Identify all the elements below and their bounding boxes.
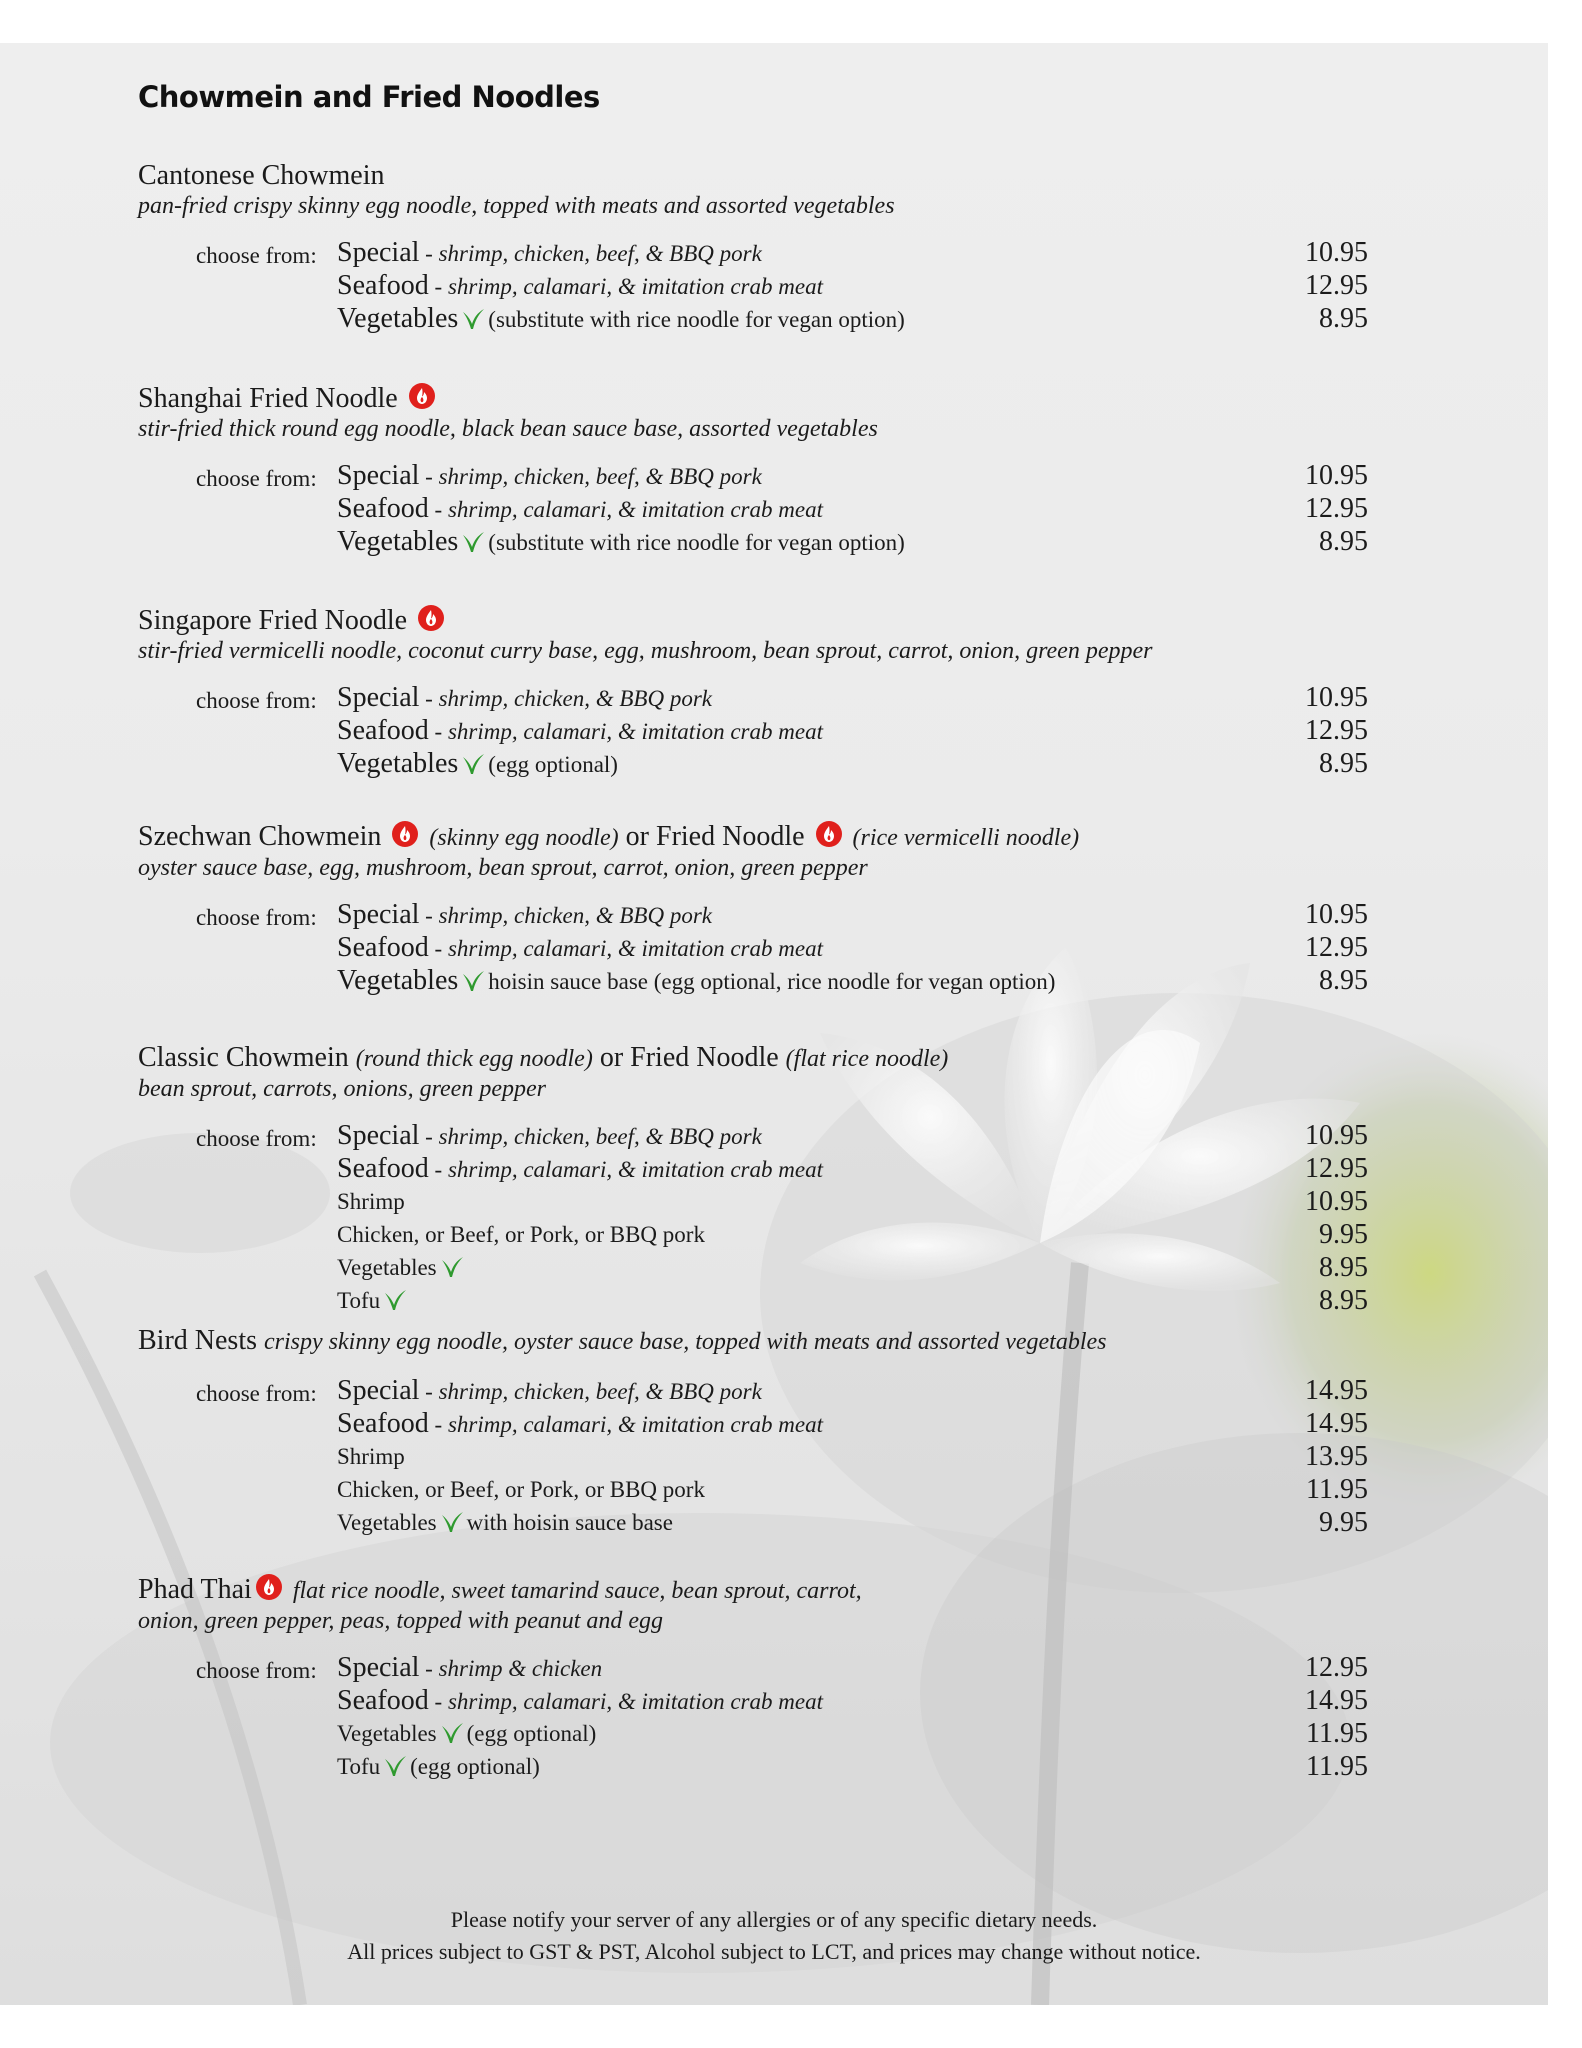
menu-item-row: [138, 1286, 1368, 1319]
menu-item-row: [138, 749, 1368, 782]
item-name: Special: [337, 682, 420, 713]
vegetarian-leaf-icon: [440, 1721, 464, 1745]
item-name: Seafood: [337, 1685, 429, 1716]
menu-item-row: [138, 1752, 1368, 1785]
item-name: Vegetables: [337, 526, 459, 557]
item-price: 9.95: [1319, 1219, 1368, 1250]
vegetarian-leaf-icon: [461, 752, 485, 776]
section-title: Bird Nests: [138, 1325, 257, 1356]
item-separator: -: [419, 464, 439, 489]
item-price: 12.95: [1305, 493, 1368, 524]
menu-item-name: [337, 749, 618, 780]
choose-from-label: choose from:: [196, 466, 317, 491]
vegetarian-leaf-icon: [461, 530, 485, 554]
item-name: Seafood: [337, 715, 429, 746]
item-separator: -: [419, 686, 439, 711]
section-title-line: [138, 160, 1368, 192]
menu-item-row: [138, 1686, 1368, 1719]
menu-section: [138, 604, 1368, 782]
spicy-fire-icon: [408, 382, 436, 410]
item-price: 11.95: [1306, 1474, 1368, 1505]
item-name: Vegetables: [337, 1510, 437, 1535]
section-spacer: [138, 665, 1368, 683]
item-name: Chicken, or Beef, or Pork, or BBQ pork: [337, 1222, 705, 1247]
title-or: or Fried Noodle: [592, 1042, 786, 1073]
item-detail: shrimp & chicken: [438, 1656, 603, 1681]
item-price: 8.95: [1319, 303, 1368, 334]
item-price: 14.95: [1305, 1408, 1368, 1439]
item-separator: -: [419, 1379, 439, 1404]
menu-heading: Chowmein and Fried Noodles: [138, 80, 600, 114]
menu-item-row: [138, 527, 1368, 560]
item-price: 12.95: [1305, 1153, 1368, 1184]
section-description: bean sprout, carrots, onions, green pepper: [138, 1076, 546, 1102]
item-detail: shrimp, calamari, & imitation crab meat: [447, 1412, 823, 1437]
menu-item-name: [337, 1154, 823, 1185]
item-price: 9.95: [1319, 1507, 1368, 1538]
item-note: (egg optional): [466, 1721, 597, 1746]
title-or: or Fried Noodle: [618, 821, 805, 852]
item-price: 10.95: [1305, 237, 1368, 268]
menu-item-row: [138, 1719, 1368, 1752]
menu-item-name: [337, 1653, 602, 1684]
item-price: 10.95: [1305, 1120, 1368, 1151]
menu-item-name: [337, 1121, 762, 1152]
section-description: stir-fried vermicelli noodle, coconut curry base, egg, mushroom, bean sprout, carrot, onion, green pepper: [138, 638, 1153, 664]
menu-item-row: [138, 1253, 1368, 1286]
menu-section: [138, 820, 1368, 999]
item-note: (egg optional): [410, 1754, 540, 1779]
item-detail: shrimp, chicken, & BBQ pork: [438, 903, 712, 928]
choose-from-label: choose from:: [196, 905, 317, 930]
spicy-fire-icon: [391, 820, 419, 848]
item-price: 8.95: [1319, 748, 1368, 779]
menu-section: [138, 382, 1368, 560]
item-price: 10.95: [1305, 899, 1368, 930]
item-price: 13.95: [1305, 1441, 1368, 1472]
section-spacer: [138, 882, 1368, 900]
menu-item-name: [337, 1376, 762, 1407]
menu-item-name: [337, 271, 823, 302]
item-name: Special: [337, 1652, 420, 1683]
footer-notice-2: All prices subject to GST & PST, Alcohol subject to LCT, and prices may change without notice.: [347, 1939, 1201, 1964]
item-price: 12.95: [1305, 932, 1368, 963]
item-separator: -: [428, 719, 448, 744]
footer-notice-1: Please notify your server of any allergies or of any specific dietary needs.: [450, 1907, 1098, 1932]
item-detail: shrimp, calamari, & imitation crab meat: [447, 497, 823, 522]
menu-item-row: [138, 683, 1368, 716]
menu-item-name: [337, 238, 762, 269]
menu-section: [138, 160, 1368, 337]
menu-item-row: [138, 1187, 1368, 1220]
item-detail: shrimp, chicken, beef, & BBQ pork: [438, 464, 762, 489]
item-price: 11.95: [1306, 1718, 1368, 1749]
section-title-line: [138, 1573, 1368, 1607]
vegetarian-leaf-icon: [461, 307, 485, 331]
menu-item-row: [138, 304, 1368, 337]
choose-from-label: choose from:: [196, 243, 317, 268]
item-name: Tofu: [337, 1754, 381, 1779]
item-name: Special: [337, 1120, 420, 1151]
item-price: 10.95: [1305, 682, 1368, 713]
item-detail: shrimp, calamari, & imitation crab meat: [447, 719, 823, 744]
item-name: Vegetables: [337, 965, 459, 996]
item-name: Seafood: [337, 493, 429, 524]
section-spacer: [138, 1103, 1368, 1121]
item-name: Seafood: [337, 1153, 429, 1184]
item-name: Shrimp: [337, 1444, 405, 1469]
item-name: Vegetables: [337, 1721, 437, 1746]
section-description: stir-fried thick round egg noodle, black bean sauce base, assorted vegetables: [138, 416, 878, 442]
item-separator: -: [428, 497, 448, 522]
item-note: (substitute with rice noodle for vegan option): [488, 530, 905, 555]
menu-item-row: [138, 933, 1368, 966]
menu-item-row: [138, 1220, 1368, 1253]
menu-item-name: [337, 933, 823, 964]
item-separator: -: [428, 1689, 448, 1714]
menu-item-row: [138, 1475, 1368, 1508]
choose-from-label: choose from:: [196, 1658, 317, 1683]
item-price: 8.95: [1319, 526, 1368, 557]
section-title: Shanghai Fried Noodle: [138, 383, 398, 414]
section-spacer: [138, 220, 1368, 238]
item-separator: -: [419, 1656, 439, 1681]
section-title: Szechwan Chowmein: [138, 821, 382, 852]
item-name: Shrimp: [337, 1189, 405, 1214]
section-description: crispy skinny egg noodle, oyster sauce base, topped with meats and assorted vegetables: [264, 1329, 1107, 1355]
title-note: (flat rice noodle): [785, 1046, 949, 1072]
menu-item-name: [337, 1187, 405, 1217]
item-name: Vegetables: [337, 1255, 437, 1280]
choose-from-label: choose from:: [196, 1126, 317, 1151]
item-name: Seafood: [337, 270, 429, 301]
menu-item-name: [337, 1752, 540, 1782]
menu-item-row: [138, 716, 1368, 749]
menu-item-row: [138, 1442, 1368, 1475]
menu-item-name: [337, 1286, 410, 1316]
item-name: Seafood: [337, 932, 429, 963]
item-price: 12.95: [1305, 715, 1368, 746]
choose-from-label: choose from:: [196, 688, 317, 713]
vegetarian-leaf-icon: [383, 1288, 407, 1312]
item-price: 8.95: [1319, 1252, 1368, 1283]
item-separator: -: [428, 274, 448, 299]
item-price: 10.95: [1305, 460, 1368, 491]
menu-item-name: [337, 683, 712, 714]
menu-section: [138, 1573, 1368, 1785]
section-title: Phad Thai: [138, 1574, 252, 1605]
item-separator: -: [419, 903, 439, 928]
vegetarian-leaf-icon: [383, 1754, 407, 1778]
menu-item-name: [337, 1719, 596, 1749]
vegetarian-leaf-icon: [440, 1255, 464, 1279]
spicy-fire-icon: [417, 604, 445, 632]
item-price: 14.95: [1305, 1375, 1368, 1406]
menu-item-row: [138, 1376, 1368, 1409]
vegetarian-leaf-icon: [461, 969, 485, 993]
item-price: 11.95: [1306, 1751, 1368, 1782]
menu-item-row: [138, 966, 1368, 999]
menu-item-name: [337, 1409, 823, 1440]
choose-from-label: choose from:: [196, 1381, 317, 1406]
item-price: 8.95: [1319, 1285, 1368, 1316]
section-description: onion, green pepper, peas, topped with peanut and egg: [138, 1608, 664, 1634]
menu-item-name: [337, 527, 905, 558]
section-description: oyster sauce base, egg, mushroom, bean sprout, carrot, onion, green pepper: [138, 855, 868, 881]
section-title-line: [138, 382, 1368, 415]
title-note: (round thick egg noodle): [355, 1046, 593, 1072]
section-title: Singapore Fried Noodle: [138, 605, 408, 636]
item-separator: -: [419, 1124, 439, 1149]
menu-item-name: [337, 304, 905, 335]
item-name: Special: [337, 899, 420, 930]
menu-item-name: [337, 1686, 823, 1717]
item-name: Vegetables: [337, 748, 459, 779]
menu-item-name: [337, 494, 823, 525]
menu-item-name: [337, 1220, 705, 1250]
section-title-line: [138, 1042, 1368, 1075]
item-separator: -: [419, 241, 439, 266]
item-detail: shrimp, chicken, beef, & BBQ pork: [438, 1379, 762, 1404]
item-detail: shrimp, calamari, & imitation crab meat: [447, 1157, 823, 1182]
menu-section: [138, 1042, 1368, 1319]
menu-item-name: [337, 461, 762, 492]
item-detail: shrimp, chicken, & BBQ pork: [438, 686, 712, 711]
section-title-line: [138, 1325, 1368, 1358]
vegetarian-leaf-icon: [440, 1510, 464, 1534]
menu-item-row: [138, 1409, 1368, 1442]
item-name: Chicken, or Beef, or Pork, or BBQ pork: [337, 1477, 705, 1502]
menu-item-row: [138, 494, 1368, 527]
item-note: hoisin sauce base (egg optional, rice noodle for vegan option): [488, 969, 1056, 994]
item-name: Special: [337, 237, 420, 268]
item-note: (substitute with rice noodle for vegan option): [488, 307, 905, 332]
item-name: Special: [337, 1375, 420, 1406]
title-note: (rice vermicelli noodle): [852, 825, 1080, 851]
spicy-fire-icon: [255, 1573, 283, 1601]
menu-item-row: [138, 461, 1368, 494]
menu-section: [138, 1325, 1368, 1541]
item-name: Vegetables: [337, 303, 459, 334]
section-title: Cantonese Chowmein: [138, 160, 385, 191]
item-price: 14.95: [1305, 1685, 1368, 1716]
menu-item-row: [138, 238, 1368, 271]
title-note: (skinny egg noodle): [429, 825, 619, 851]
item-price: 12.95: [1305, 270, 1368, 301]
spicy-fire-icon: [815, 820, 843, 848]
menu-item-name: [337, 966, 1055, 997]
menu-item-name: [337, 716, 823, 747]
menu-item-name: [337, 1508, 673, 1538]
section-description: pan-fried crispy skinny egg noodle, topped with meats and assorted vegetables: [138, 193, 895, 219]
menu-item-name: [337, 1442, 405, 1472]
section-title: Classic Chowmein: [138, 1042, 349, 1073]
menu-item-name: [337, 1475, 705, 1505]
menu-item-row: [138, 1508, 1368, 1541]
item-note: (egg optional): [488, 752, 618, 777]
item-price: 8.95: [1319, 965, 1368, 996]
item-separator: -: [428, 1412, 448, 1437]
item-name: Seafood: [337, 1408, 429, 1439]
menu-item-row: [138, 900, 1368, 933]
section-title-line: [138, 820, 1368, 854]
menu-item-name: [337, 1253, 467, 1283]
menu-item-row: [138, 1121, 1368, 1154]
item-detail: shrimp, chicken, beef, & BBQ pork: [438, 1124, 762, 1149]
item-note: with hoisin sauce base: [466, 1510, 673, 1535]
section-spacer: [138, 1635, 1368, 1653]
menu-item-name: [337, 900, 712, 931]
section-spacer: [138, 1358, 1368, 1376]
item-name: Special: [337, 460, 420, 491]
menu-item-row: [138, 1653, 1368, 1686]
item-detail: shrimp, chicken, beef, & BBQ pork: [438, 241, 762, 266]
section-title-line: [138, 604, 1368, 637]
item-detail: shrimp, calamari, & imitation crab meat: [447, 936, 823, 961]
section-description: flat rice noodle, sweet tamarind sauce, bean sprout, carrot,: [292, 1578, 862, 1604]
item-detail: shrimp, calamari, & imitation crab meat: [447, 1689, 823, 1714]
item-price: 10.95: [1305, 1186, 1368, 1217]
item-separator: -: [428, 1157, 448, 1182]
item-separator: -: [428, 936, 448, 961]
item-name: Tofu: [337, 1288, 381, 1313]
item-detail: shrimp, calamari, & imitation crab meat: [447, 274, 823, 299]
item-price: 12.95: [1305, 1652, 1368, 1683]
menu-item-row: [138, 1154, 1368, 1187]
menu-item-row: [138, 271, 1368, 304]
section-spacer: [138, 443, 1368, 461]
